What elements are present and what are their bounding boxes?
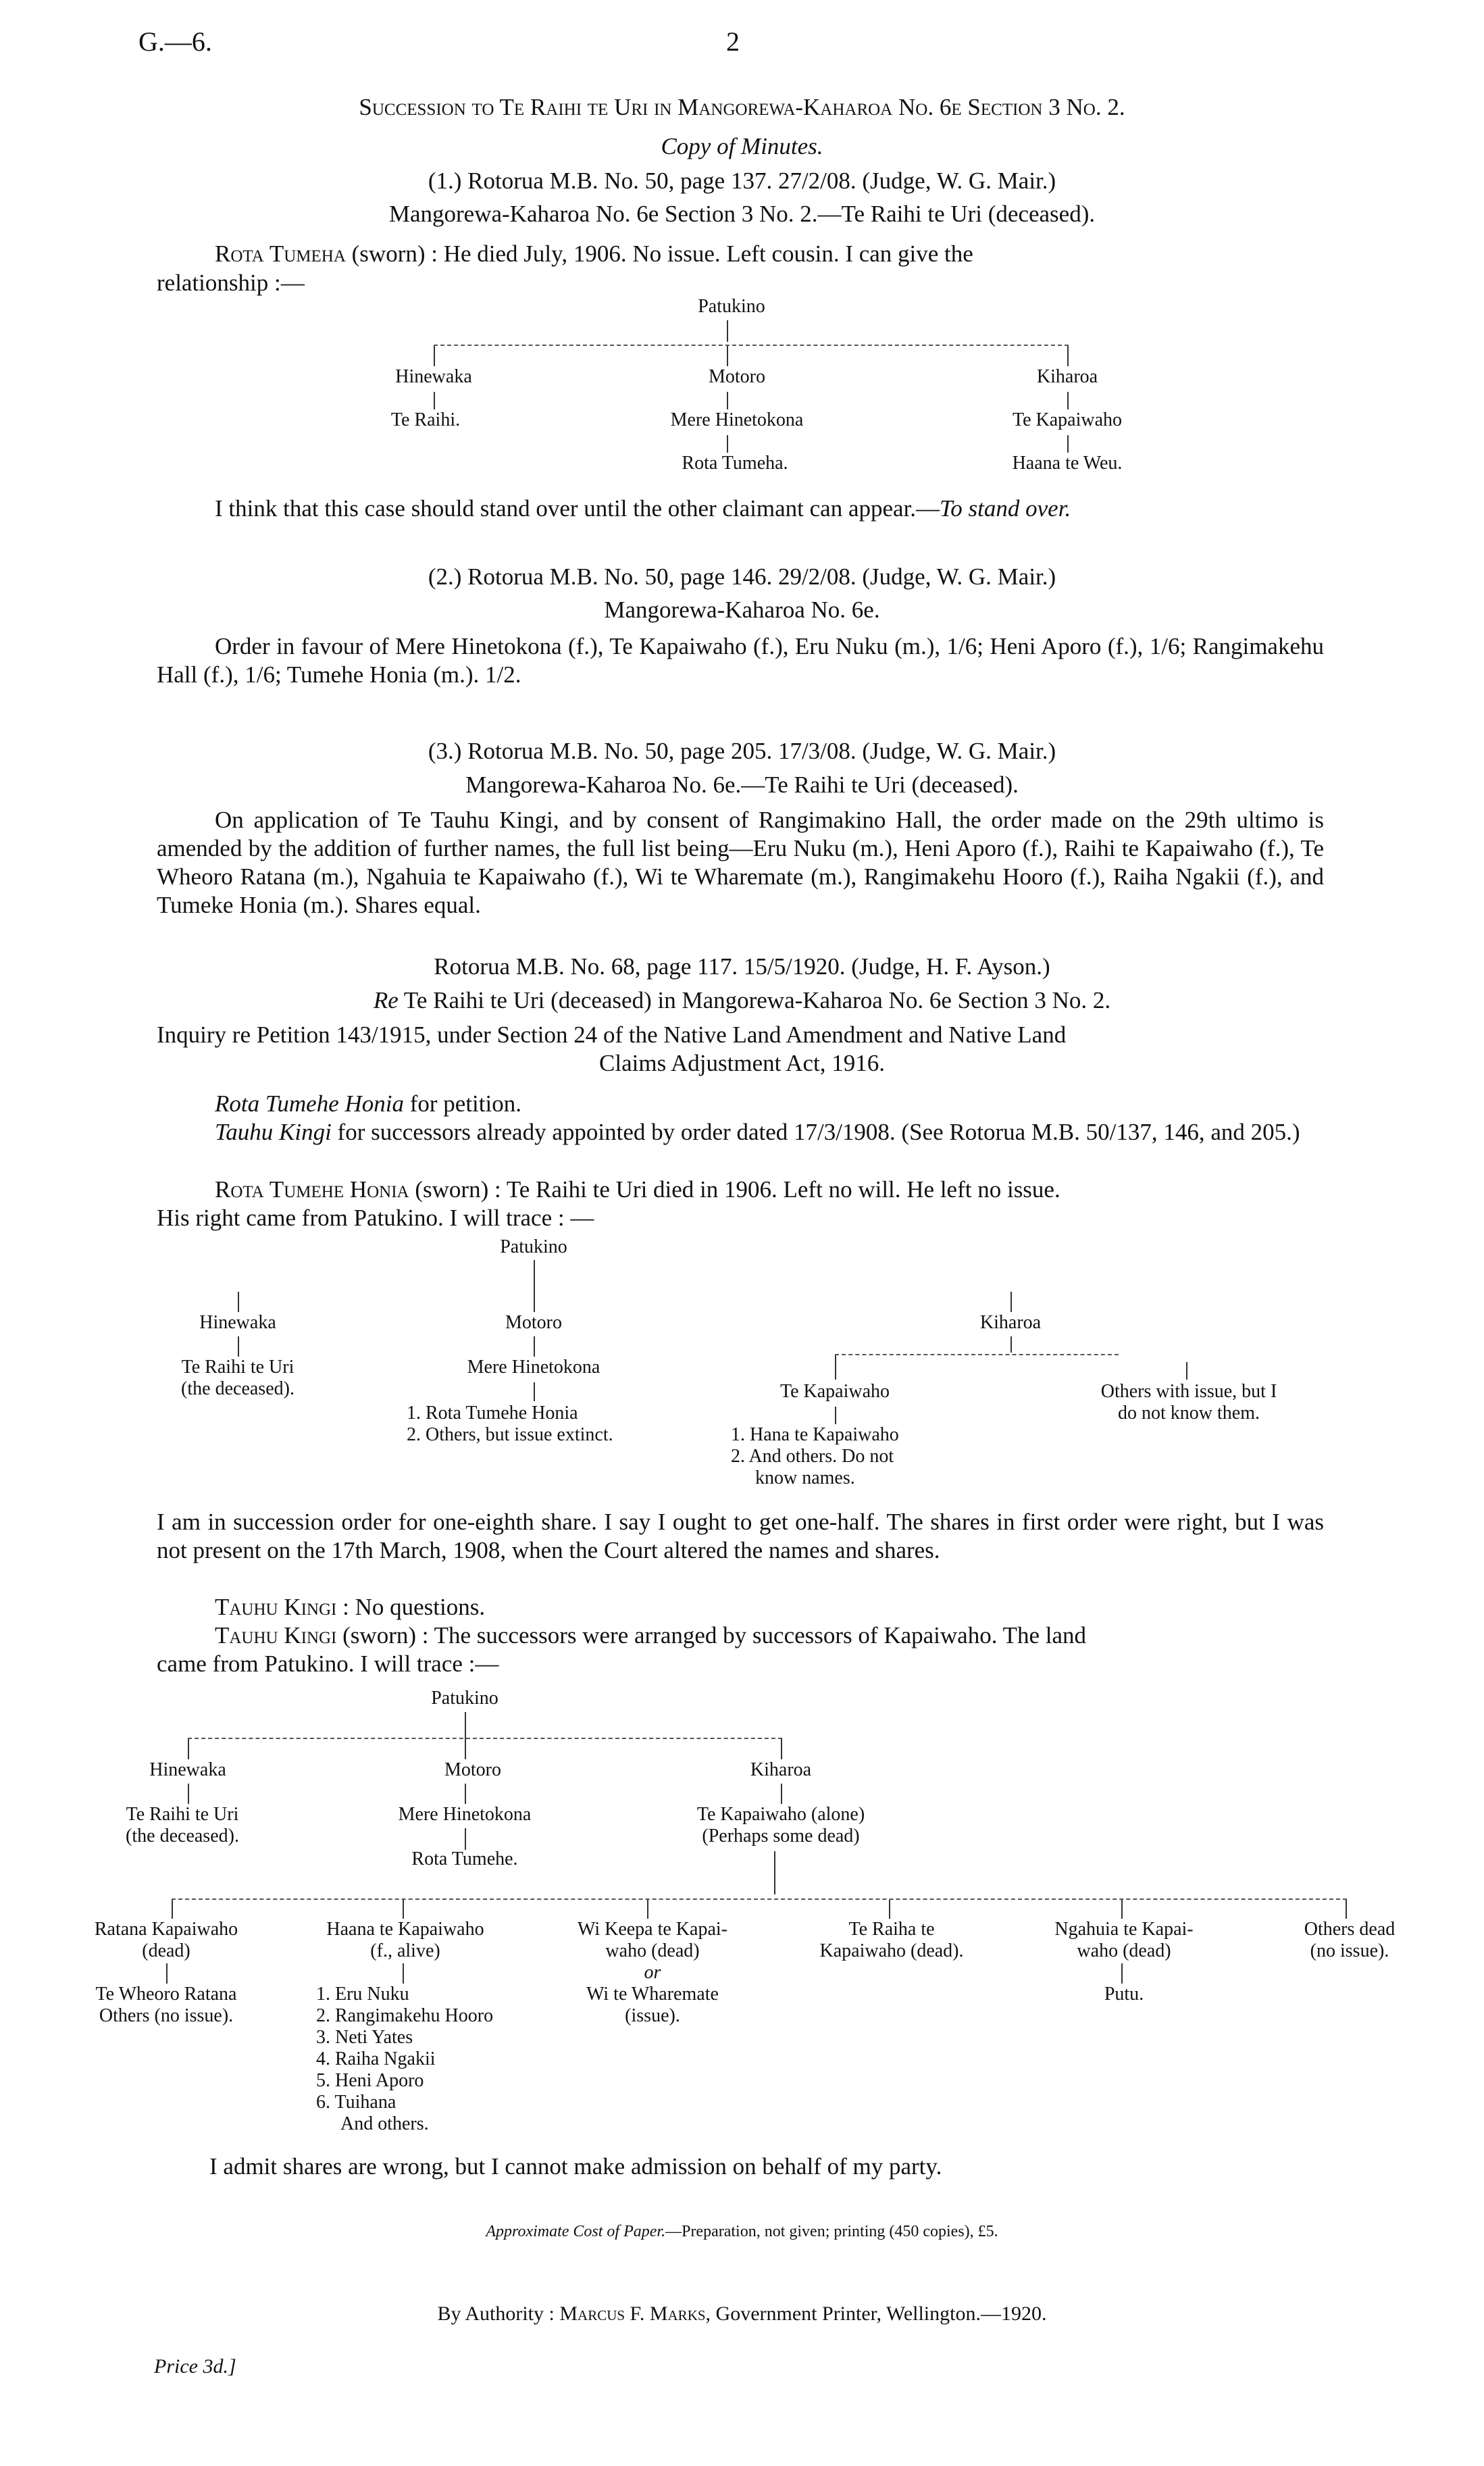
tree-child-list xyxy=(316,1984,493,2135)
tree-node: Kapaiwaho (dead). xyxy=(819,1940,964,1961)
tree-node: Motoro xyxy=(444,1759,501,1780)
tree-line xyxy=(781,1784,782,1804)
minute-2-reference: (2.) Rotorua M.B. No. 50, page 146. 29/2/08. (Judge, W. G. Mair.) xyxy=(428,563,1056,590)
minute-2-case: Mangorewa-Kaharoa No. 6e. xyxy=(604,597,880,623)
tree-node: Motoro xyxy=(505,1312,562,1333)
tree-line xyxy=(774,1851,775,1894)
tree-node: or xyxy=(644,1962,661,1983)
tree-node: Te Raiha te xyxy=(848,1919,935,1940)
tree-node: waho (dead) xyxy=(1077,1940,1171,1961)
page-title: Succession to Te Raihi te Uri in Mangorewa-Kaharoa No. 6e Section 3 No. 2. xyxy=(359,94,1125,120)
tree-node: (no issue). xyxy=(1310,1940,1389,1961)
speaker: Rota Tumehe Honia xyxy=(215,1176,409,1203)
successors-text: for successors already appointed by order dated 17/3/1908. (See Rotorua M.B. 50/137, 146, and 205.) xyxy=(331,1119,1300,1145)
subtitle: Copy of Minutes. xyxy=(661,133,823,159)
tree-node: Patukino xyxy=(500,1236,567,1257)
tree-node: do not know them. xyxy=(1118,1403,1260,1424)
tree-node: Te Kapaiwaho (alone) xyxy=(696,1804,865,1825)
tree-node: Kiharoa xyxy=(979,1312,1042,1333)
tree-line xyxy=(403,1963,404,1984)
tree-node: Te Kapaiwaho xyxy=(1012,409,1123,430)
tree-node: Kiharoa xyxy=(750,1759,812,1780)
tree-node: Putu. xyxy=(1104,1984,1144,2005)
minute-3-case: Mangorewa-Kaharoa No. 6e.—Te Raihi te Uri (deceased). xyxy=(465,772,1019,798)
tree-node: (Perhaps some dead) xyxy=(702,1826,860,1846)
tree-line xyxy=(1121,1963,1123,1984)
tauhu-kingi-statement-line2: came from Patukino. I will trace :— xyxy=(157,1651,499,1677)
tree-line xyxy=(781,1739,782,1759)
page-number: 2 xyxy=(726,26,740,57)
tree-line xyxy=(188,1738,782,1739)
tree-line xyxy=(172,1898,1347,1900)
tree-line xyxy=(465,1784,466,1804)
tree-node: Haana te Weu. xyxy=(1012,453,1123,474)
tree-node: Mere Hinetokona xyxy=(467,1357,600,1378)
authority-suffix: , Government Printer, Wellington.—1920. xyxy=(705,2303,1047,2325)
statement-text: (sworn) : The successors were arranged by successors of Kapaiwaho. The land xyxy=(336,1622,1086,1649)
tree-node: 1. Eru Nuku xyxy=(316,1984,409,2005)
successor-agent-name: Tauhu Kingi xyxy=(215,1119,332,1145)
statement-text: : No questions. xyxy=(336,1594,486,1620)
tree-node: And others. xyxy=(340,2113,429,2134)
speaker: Tauhu Kingi xyxy=(215,1622,337,1649)
tree-line xyxy=(465,1828,466,1850)
tree-line xyxy=(1346,1900,1347,1919)
tree-line xyxy=(172,1900,173,1919)
closing-decision: To stand over. xyxy=(940,495,1071,522)
tree-line xyxy=(403,1900,404,1919)
case-text: Te Raihi te Uri (deceased) in Mangorewa-Kaharoa No. 6e Section 3 No. 2. xyxy=(398,987,1111,1013)
tree-node: waho (dead) xyxy=(605,1940,700,1961)
minute-4-statement-line2: His right came from Patukino. I will trace : — xyxy=(157,1205,594,1231)
printer-authority xyxy=(0,2303,1484,2325)
tree-node: (issue). xyxy=(625,2005,680,2026)
tree-node: 4. Raiha Ngakii xyxy=(316,2048,436,2069)
speaker: Rota Tumeha xyxy=(215,241,346,267)
tree-node: Hinewaka xyxy=(149,1759,226,1780)
cost-label: Approximate Cost of Paper. xyxy=(486,2223,666,2240)
tree-node: (f., alive) xyxy=(370,1940,440,1961)
petitioner-text: for petition. xyxy=(403,1090,521,1117)
tree-line xyxy=(188,1739,189,1759)
tree-node: Wi te Wharemate xyxy=(586,1984,719,2005)
closing-text: I think that this case should stand over until the other claimant can appear.— xyxy=(215,495,940,522)
tree-node: Te Raihi te Uri xyxy=(181,1357,295,1378)
tree-node: 5. Heni Aporo xyxy=(316,2070,424,2091)
tree-node: know names. xyxy=(755,1467,855,1488)
minute-4-after-tree: I am in succession order for one-eighth share. I say I ought to get one-half. The shares in first order were right, but I was not present on the 17th March, 1908, when the Court altered the names and shares. xyxy=(157,1509,1324,1563)
minute-2-order: Order in favour of Mere Hinetokona (f.), Te Kapaiwaho (f.), Eru Nuku (m.), 1/6; Heni Aporo (f.), 1/6; Rangimakehu Hall (f.), 1/6; Tumehe Honia (m.). 1/2. xyxy=(157,633,1324,688)
tree-node: 2. Rangimakehu Hooro xyxy=(316,2005,494,2026)
speaker: Tauhu Kingi xyxy=(215,1594,337,1620)
minute-1-case: Mangorewa-Kaharoa No. 6e Section 3 No. 2.—Te Raihi te Uri (deceased). xyxy=(388,201,1096,227)
minute-3-reference: (3.) Rotorua M.B. No. 50, page 205. 17/3/08. (Judge, W. G. Mair.) xyxy=(428,738,1056,764)
cost-text: —Preparation, not given; printing (450 copies), £5. xyxy=(665,2223,998,2240)
tree-node: Hinewaka xyxy=(395,366,472,387)
tree-line xyxy=(1121,1900,1123,1919)
tree-node: Patukino xyxy=(431,1688,498,1709)
printer-name: Marcus F. Marks xyxy=(559,2303,706,2325)
tree-line xyxy=(166,1963,168,1984)
tree-node: Rota Tumeha. xyxy=(682,453,788,474)
tree-line xyxy=(647,1900,648,1919)
tree-node: Hinewaka xyxy=(199,1312,276,1333)
tree-node: Mere Hinetokona xyxy=(670,409,804,430)
petitioner-name: Rota Tumehe Honia xyxy=(215,1090,404,1117)
case-prefix: Re xyxy=(373,987,399,1013)
cost-note xyxy=(0,2223,1484,2241)
tree-node: Patukino xyxy=(698,296,765,317)
tree-node: Others with issue, but I xyxy=(1100,1381,1277,1402)
tree-node: Ngahuia te Kapai- xyxy=(1054,1919,1194,1940)
tree-node: 1. Hana te Kapaiwaho xyxy=(731,1424,899,1445)
minute-4-inquiry-line1: Inquiry re Petition 143/1915, under Section 24 of the Native Land Amendment and Native Land xyxy=(157,1022,1067,1048)
minute-3-body: On application of Te Tauhu Kingi, and by consent of Rangimakino Hall, the order made on the 29th ultimo is amended by the addition of further names, the full list being—Eru Nuku (m.), Heni Aporo (f.), Raihi te Kapaiwaho (f.), Te Wheoro Ratana (m.), Ngahuia te Kapaiwaho (f.), Wi te Wharemate (m.), Rangimakehu Hooro (f.), Raiha Ngakii (f.), and Tumeke Honia (m.). Shares equal. xyxy=(157,807,1324,918)
tree-node: Others (no issue). xyxy=(99,2005,234,2026)
tree-node: Te Wheoro Ratana xyxy=(95,1984,237,2005)
tree-node: Te Kapaiwaho xyxy=(779,1381,890,1402)
tree-node: Motoro xyxy=(709,366,765,387)
tree-node: Kiharoa xyxy=(1036,366,1098,387)
tree-node: (the deceased). xyxy=(126,1826,239,1846)
tree-node: Te Raihi. xyxy=(390,409,461,430)
tree-node: Others dead xyxy=(1304,1919,1396,1940)
tree-line xyxy=(188,1784,189,1804)
tree-node: 2. Others, but issue extinct. xyxy=(407,1424,613,1445)
tree-node: Haana te Kapaiwaho xyxy=(326,1919,484,1940)
tree-line xyxy=(889,1900,890,1919)
minute-4-inquiry-line2: Claims Adjustment Act, 1916. xyxy=(599,1050,885,1076)
authority-prefix: By Authority : xyxy=(437,2303,560,2325)
minute-1-reference: (1.) Rotorua M.B. No. 50, page 137. 27/2/08. (Judge, W. G. Mair.) xyxy=(428,168,1056,194)
statement-text: (sworn) : Te Raihi te Uri died in 1906. Left no will. He left no issue. xyxy=(409,1176,1060,1203)
tree-node: Wi Keepa te Kapai- xyxy=(578,1919,727,1940)
tree-node: (dead) xyxy=(142,1940,190,1961)
tree-node: (the deceased). xyxy=(181,1378,295,1399)
minute-1-statement-line2: relationship :— xyxy=(157,270,305,296)
series-number: G.—6. xyxy=(138,26,212,57)
tree-node: Te Raihi te Uri xyxy=(126,1804,239,1825)
tree-node: 2. And others. Do not xyxy=(731,1446,894,1467)
tree-line xyxy=(465,1712,466,1759)
minute-4-reference: Rotorua M.B. No. 68, page 117. 15/5/1920. (Judge, H. F. Ayson.) xyxy=(434,953,1050,980)
tree-node: 6. Tuihana xyxy=(316,2092,396,2113)
statement-text: (sworn) : He died July, 1906. No issue. Left cousin. I can give the xyxy=(345,241,973,267)
price: Price 3d.] xyxy=(154,2355,236,2377)
tree-node: 1. Rota Tumehe Honia xyxy=(407,1403,578,1424)
tree-node: 3. Neti Yates xyxy=(316,2027,413,2048)
final-statement: I admit shares are wrong, but I cannot make admission on behalf of my party. xyxy=(209,2153,942,2180)
tree-node: Rota Tumehe. xyxy=(411,1848,518,1869)
tree-node: Ratana Kapaiwaho xyxy=(94,1919,238,1940)
tree-node: Mere Hinetokona xyxy=(398,1804,532,1825)
